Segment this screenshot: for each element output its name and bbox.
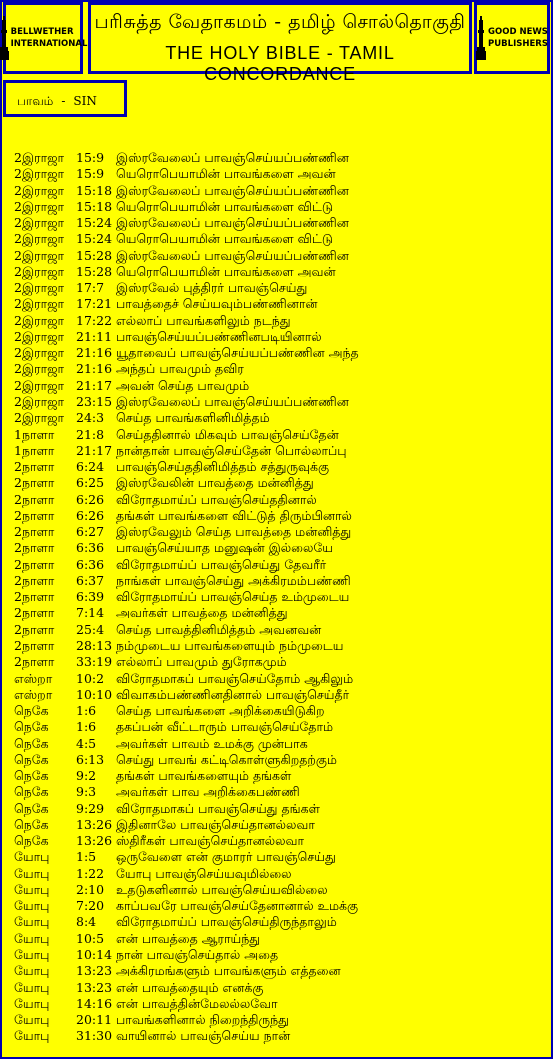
verse-excerpt: யெரொபெயாமின் பாவங்களை விட்டு	[116, 231, 333, 247]
logo-line-1: BELLWETHER	[10, 27, 74, 37]
list-item	[14, 459, 544, 475]
verse-excerpt: தகப்பன் வீட்டாரும் பாவஞ்செய்தோம்	[116, 719, 334, 735]
verse-excerpt: என் பாவத்தின்மேலல்லவோ	[116, 995, 278, 1011]
book-name: 2இராஜா	[14, 182, 65, 198]
verse-reference: 9:2	[76, 768, 97, 784]
list-item	[14, 264, 544, 280]
verse-reference: 15:9	[76, 166, 105, 182]
list-item	[14, 1012, 544, 1028]
verse-excerpt: விவாகம்பண்ணினதினால் பாவஞ்செய்தீர்	[116, 686, 350, 702]
book-name: 2இராஜா	[14, 377, 65, 393]
verse-reference: 1:22	[76, 865, 105, 881]
verse-reference: 21:16	[76, 345, 113, 361]
verse-excerpt: விரோதமாய்ப் பாவஞ்செய்து தேவரீர்	[116, 556, 327, 572]
book-name: 2இராஜா	[14, 280, 65, 296]
verse-reference: 6:27	[76, 524, 105, 540]
subject-tamil: பாவம்	[17, 94, 54, 108]
verse-excerpt: உதடுகளினால் பாவஞ்செய்யவில்லை	[116, 881, 328, 897]
verse-reference: 6:36	[76, 556, 105, 572]
list-item	[14, 784, 544, 800]
book-name: நெகே	[14, 768, 49, 784]
verse-reference: 6:39	[76, 589, 105, 605]
list-item	[14, 638, 544, 654]
verse-excerpt: இஸ்ரவேலைப் பாவஞ்செய்யப்பண்ணின	[116, 182, 349, 198]
list-item	[14, 622, 544, 638]
book-name: யோபு	[14, 914, 50, 930]
book-name: யோபு	[14, 849, 50, 865]
list-item	[14, 996, 544, 1012]
verse-excerpt: செய்த பாவங்களை அறிக்கையிடுகிற	[116, 703, 325, 719]
list-item	[14, 296, 544, 312]
verse-reference: 21:16	[76, 361, 113, 377]
verse-reference: 13:23	[76, 979, 113, 995]
book-name: 2நாளா	[14, 491, 55, 507]
list-item	[14, 768, 544, 784]
verse-reference: 6:24	[76, 459, 105, 475]
verse-reference: 15:18	[76, 182, 113, 198]
list-item	[14, 427, 544, 443]
subject-box	[3, 80, 127, 117]
book-name: யோபு	[14, 995, 50, 1011]
book-name: யோபு	[14, 1028, 50, 1044]
verse-excerpt: செய்து பாவங் கட்டிகொள்ளுகிறதற்கும்	[116, 751, 337, 767]
verse-excerpt: யெரொபெயாமின் பாவங்களை அவன்	[116, 166, 336, 182]
book-name: 2நாளா	[14, 507, 55, 523]
list-item	[14, 475, 544, 491]
verse-reference: 15:18	[76, 198, 113, 214]
verse-excerpt: இஸ்ரவேலைப் பாவஞ்செய்யப்பண்ணின	[116, 247, 349, 263]
book-name: யோபு	[14, 963, 50, 979]
verse-excerpt: இஸ்ரவேலைப் பாவஞ்செய்யப்பண்ணின	[116, 215, 349, 231]
book-name: 2நாளா	[14, 654, 55, 670]
verse-excerpt: இஸ்ரவேலைப் பாவஞ்செய்யப்பண்ணின	[116, 150, 349, 165]
verse-reference: 8:4	[76, 914, 97, 930]
book-name: 2நாளா	[14, 459, 55, 475]
verse-reference: 4:5	[76, 735, 97, 751]
verse-excerpt: இஸ்ரவேலும் செய்த பாவத்தை மன்னித்து	[116, 524, 352, 540]
book-name: 1நாளா	[14, 442, 55, 458]
book-name: 2நாளா	[14, 621, 55, 637]
verse-reference: 28:13	[76, 637, 113, 653]
verse-excerpt: யோபு பாவஞ்செய்யவுமில்லை	[116, 865, 292, 881]
verse-excerpt: நம்முடைய பாவங்களையும் நம்முடைய	[116, 637, 344, 653]
verse-excerpt: இஸ்ரவேலின் பாவத்தை மன்னித்து	[116, 475, 314, 491]
list-item	[14, 654, 544, 670]
verse-reference: 7:14	[76, 605, 105, 621]
book-name: 2இராஜா	[14, 328, 65, 344]
verse-excerpt: விரோதமாகப் பாவஞ்செய்து தங்கள்	[116, 800, 320, 816]
list-item	[14, 736, 544, 752]
list-item	[14, 931, 544, 947]
list-item	[14, 963, 544, 979]
verse-excerpt: விரோதமாய்ப் பாவஞ்செய்த உம்முடைய	[116, 589, 350, 605]
verse-excerpt: செய்த பாவங்களினிமித்தம்	[116, 410, 270, 426]
verse-excerpt: பாவஞ்செய்யாத மனுஷன் இல்லையே	[116, 540, 333, 556]
verse-reference: 13:26	[76, 833, 113, 849]
verse-excerpt: இதினாலே பாவஞ்செய்தானல்லவா	[116, 816, 315, 832]
list-item	[14, 345, 544, 361]
verse-excerpt: அவர்கள் பாவம் உமக்கு முன்பாக	[116, 735, 308, 751]
verse-excerpt: ஒருவேளை என் குமாரர் பாவஞ்செய்து	[116, 849, 336, 865]
verse-excerpt: செய்ததினால் மிகவும் பாவஞ்செய்தேன்	[116, 426, 339, 442]
bellwether-logo	[3, 2, 88, 74]
verse-reference: 17:22	[76, 312, 113, 328]
book-name: எஸ்றா	[14, 670, 53, 686]
verse-excerpt: யெரொபெயாமின் பாவங்களை அவன்	[116, 263, 336, 279]
verse-reference: 15:28	[76, 247, 113, 263]
book-name: 2நாளா	[14, 556, 55, 572]
book-name: யோபு	[14, 865, 50, 881]
verse-reference: 10:5	[76, 930, 105, 946]
verse-reference: 10:2	[76, 670, 105, 686]
book-name: நெகே	[14, 751, 49, 767]
verse-excerpt: என் பாவத்தை ஆராய்ந்து	[116, 930, 261, 946]
verse-excerpt: பாவஞ்செய்யப்பண்ணினபடியினால்	[116, 328, 322, 344]
book-name: நெகே	[14, 816, 49, 832]
list-item	[14, 378, 544, 394]
book-name: 2நாளா	[14, 605, 55, 621]
list-item	[14, 215, 544, 231]
book-name: யோபு	[14, 930, 50, 946]
book-name: 2நாளா	[14, 589, 55, 605]
verse-reference: 9:3	[76, 784, 97, 800]
verse-reference: 6:37	[76, 572, 105, 588]
list-item	[14, 605, 544, 621]
book-name: நெகே	[14, 833, 49, 849]
book-name: 2இராஜா	[14, 296, 65, 312]
verse-excerpt: அந்தப் பாவமும் தவிர	[116, 361, 244, 377]
book-name: 2இராஜா	[14, 150, 65, 165]
verse-excerpt: விரோதமாய்ப் பாவஞ்செய்திருந்தாலும்	[116, 914, 337, 930]
verse-excerpt: எல்லாப் பாவங்களிலும் நடந்து	[116, 312, 291, 328]
verse-reference: 15:24	[76, 231, 113, 247]
verse-excerpt: யூதாவைப் பாவஞ்செய்யப்பண்ணின அந்த	[116, 345, 359, 361]
book-name: 2இராஜா	[14, 410, 65, 426]
verse-excerpt: தங்கள் பாவங்களையும் தங்கள்	[116, 768, 292, 784]
list-item	[14, 914, 544, 930]
list-item	[14, 166, 544, 182]
list-item	[14, 443, 544, 459]
verse-reference: 1:6	[76, 703, 97, 719]
list-item	[14, 817, 544, 833]
concordance-list	[14, 150, 544, 1045]
list-item	[14, 866, 544, 882]
verse-excerpt: தங்கள் பாவங்களை விட்டுத் திரும்பினால்	[116, 507, 352, 523]
book-name: நெகே	[14, 800, 49, 816]
book-name: எஸ்றா	[14, 686, 53, 702]
verse-excerpt: பாவங்களினால் நிறைந்திருந்து	[116, 1012, 289, 1028]
verse-excerpt: அவர்கள் பாவ அறிக்கைபண்ணி	[116, 784, 300, 800]
list-item	[14, 410, 544, 426]
list-item	[14, 248, 544, 264]
book-name: 2நாளா	[14, 524, 55, 540]
verse-reference: 13:26	[76, 816, 113, 832]
list-item	[14, 849, 544, 865]
book-name: 2இராஜா	[14, 215, 65, 231]
verse-reference: 33:19	[76, 654, 113, 670]
verse-excerpt: பாவத்தைச் செய்யவும்பண்ணினான்	[116, 296, 318, 312]
book-name: 2நாளா	[14, 540, 55, 556]
title-box	[88, 2, 472, 84]
book-name: யோபு	[14, 898, 50, 914]
book-name: 2இராஜா	[14, 361, 65, 377]
verse-reference: 1:6	[76, 719, 97, 735]
list-item	[14, 573, 544, 589]
subject-english: SIN	[73, 94, 97, 108]
list-item	[14, 898, 544, 914]
book-name: நெகே	[14, 735, 49, 751]
book-name: நெகே	[14, 784, 49, 800]
verse-reference: 17:21	[76, 296, 113, 312]
verse-reference: 6:26	[76, 491, 105, 507]
verse-excerpt: நாங்கள் பாவஞ்செய்து அக்கிரமம்பண்ணி	[116, 572, 351, 588]
verse-reference: 9:29	[76, 800, 105, 816]
list-item	[14, 199, 544, 215]
verse-reference: 6:13	[76, 751, 105, 767]
book-name: 1நாளா	[14, 426, 55, 442]
tower-icon	[0, 16, 9, 60]
tower-icon	[476, 16, 486, 60]
verse-reference: 23:15	[76, 393, 113, 409]
list-item	[14, 508, 544, 524]
verse-excerpt: விரோதமாய்ப் பாவஞ்செய்ததினால்	[116, 491, 317, 507]
title-english: THE HOLY BIBLE - TAMIL CONCORDANCE	[165, 43, 395, 84]
verse-excerpt: வாயினால் பாவஞ்செய்ய நான்	[116, 1028, 291, 1044]
book-name: நெகே	[14, 703, 49, 719]
verse-reference: 21:17	[76, 442, 113, 458]
verse-reference: 21:17	[76, 377, 113, 393]
list-item	[14, 394, 544, 410]
verse-reference: 20:11	[76, 1012, 113, 1028]
book-name: யோபு	[14, 881, 50, 897]
list-item	[14, 313, 544, 329]
subject-separator: -	[61, 94, 66, 108]
list-item	[14, 557, 544, 573]
verse-reference: 10:14	[76, 947, 113, 963]
verse-excerpt: செய்த பாவத்தினிமித்தம் அவனவன்	[116, 621, 322, 637]
verse-excerpt: காப்பவரே பாவஞ்செய்தேனானால் உமக்கு	[116, 898, 359, 914]
list-item	[14, 719, 544, 735]
list-item	[14, 589, 544, 605]
list-item	[14, 524, 544, 540]
verse-reference: 15:24	[76, 215, 113, 231]
list-item	[14, 329, 544, 345]
book-name: 2இராஜா	[14, 345, 65, 361]
list-item	[14, 361, 544, 377]
list-item	[14, 947, 544, 963]
verse-excerpt: இஸ்ரவேல் புத்திரர் பாவஞ்செய்து	[116, 280, 308, 296]
verse-reference: 10:10	[76, 686, 113, 702]
verse-reference: 21:8	[76, 426, 105, 442]
verse-reference: 6:36	[76, 540, 105, 556]
book-name: 2இராஜா	[14, 263, 65, 279]
verse-excerpt: யெரொபெயாமின் பாவங்களை விட்டு	[116, 198, 333, 214]
list-item	[14, 540, 544, 556]
verse-excerpt: ஸ்திரீகள் பாவஞ்செய்தானல்லவா	[116, 833, 305, 849]
verse-reference: 31:30	[76, 1028, 113, 1044]
verse-reference: 6:25	[76, 475, 105, 491]
list-item	[14, 183, 544, 199]
verse-excerpt: அவன் செய்த பாவமும்	[116, 377, 250, 393]
book-name: நெகே	[14, 719, 49, 735]
list-item	[14, 752, 544, 768]
verse-reference: 14:16	[76, 995, 113, 1011]
title-tamil: பரிசுத்த வேதாகமம் - தமிழ் சொல்தொகுதி	[94, 11, 466, 33]
book-name: 2நாளா	[14, 637, 55, 653]
book-name: 2நாளா	[14, 475, 55, 491]
book-name: 2இராஜா	[14, 166, 65, 182]
logo-line-2: INTERNATIONAL	[10, 39, 88, 49]
book-name: 2இராஜா	[14, 247, 65, 263]
verse-excerpt: அக்கிரமங்களும் பாவங்களும் எத்தனை	[116, 963, 341, 979]
verse-reference: 6:26	[76, 507, 105, 523]
book-name: யோபு	[14, 1012, 50, 1028]
list-item	[14, 1028, 544, 1044]
book-name: 2இராஜா	[14, 198, 65, 214]
list-item	[14, 150, 544, 166]
book-name: யோபு	[14, 979, 50, 995]
verse-reference: 25:4	[76, 621, 105, 637]
list-item	[14, 801, 544, 817]
verse-excerpt: நான்தான் பாவஞ்செய்தேன் பொல்லாப்பு	[116, 442, 347, 458]
verse-excerpt: நான் பாவஞ்செய்தால் அதை	[116, 947, 279, 963]
list-item	[14, 980, 544, 996]
list-item	[14, 833, 544, 849]
book-name: 2இராஜா	[14, 393, 65, 409]
verse-reference: 15:9	[76, 150, 105, 165]
verse-excerpt: விரோதமாகப் பாவஞ்செய்தோம் ஆகிலும்	[116, 670, 354, 686]
list-item	[14, 882, 544, 898]
verse-reference: 24:3	[76, 410, 105, 426]
verse-excerpt: இஸ்ரவேலைப் பாவஞ்செய்யப்பண்ணின	[116, 393, 349, 409]
verse-reference: 17:7	[76, 280, 105, 296]
verse-excerpt: என் பாவத்தையும் எனக்கு	[116, 979, 264, 995]
verse-reference: 13:23	[76, 963, 113, 979]
logo-line-1: GOOD NEWS	[488, 27, 548, 37]
list-item	[14, 703, 544, 719]
verse-reference: 7:20	[76, 898, 105, 914]
verse-excerpt: பாவஞ்செய்ததினிமித்தம் சத்துருவுக்கு	[116, 459, 330, 475]
logo-line-2: PUBLISHERS	[488, 39, 548, 49]
verse-reference: 21:11	[76, 328, 113, 344]
list-item	[14, 492, 544, 508]
verse-reference: 2:10	[76, 881, 105, 897]
good-news-logo	[474, 2, 550, 74]
verse-reference: 15:28	[76, 263, 113, 279]
verse-reference: 1:5	[76, 849, 97, 865]
list-item	[14, 280, 544, 296]
list-item	[14, 231, 544, 247]
list-item	[14, 687, 544, 703]
book-name: 2இராஜா	[14, 312, 65, 328]
verse-excerpt: அவர்கள் பாவத்தை மன்னித்து	[116, 605, 288, 621]
book-name: யோபு	[14, 947, 50, 963]
verse-excerpt: எல்லாப் பாவமும் துரோகமும்	[116, 654, 287, 670]
list-item	[14, 671, 544, 687]
book-name: 2இராஜா	[14, 231, 65, 247]
book-name: 2நாளா	[14, 572, 55, 588]
